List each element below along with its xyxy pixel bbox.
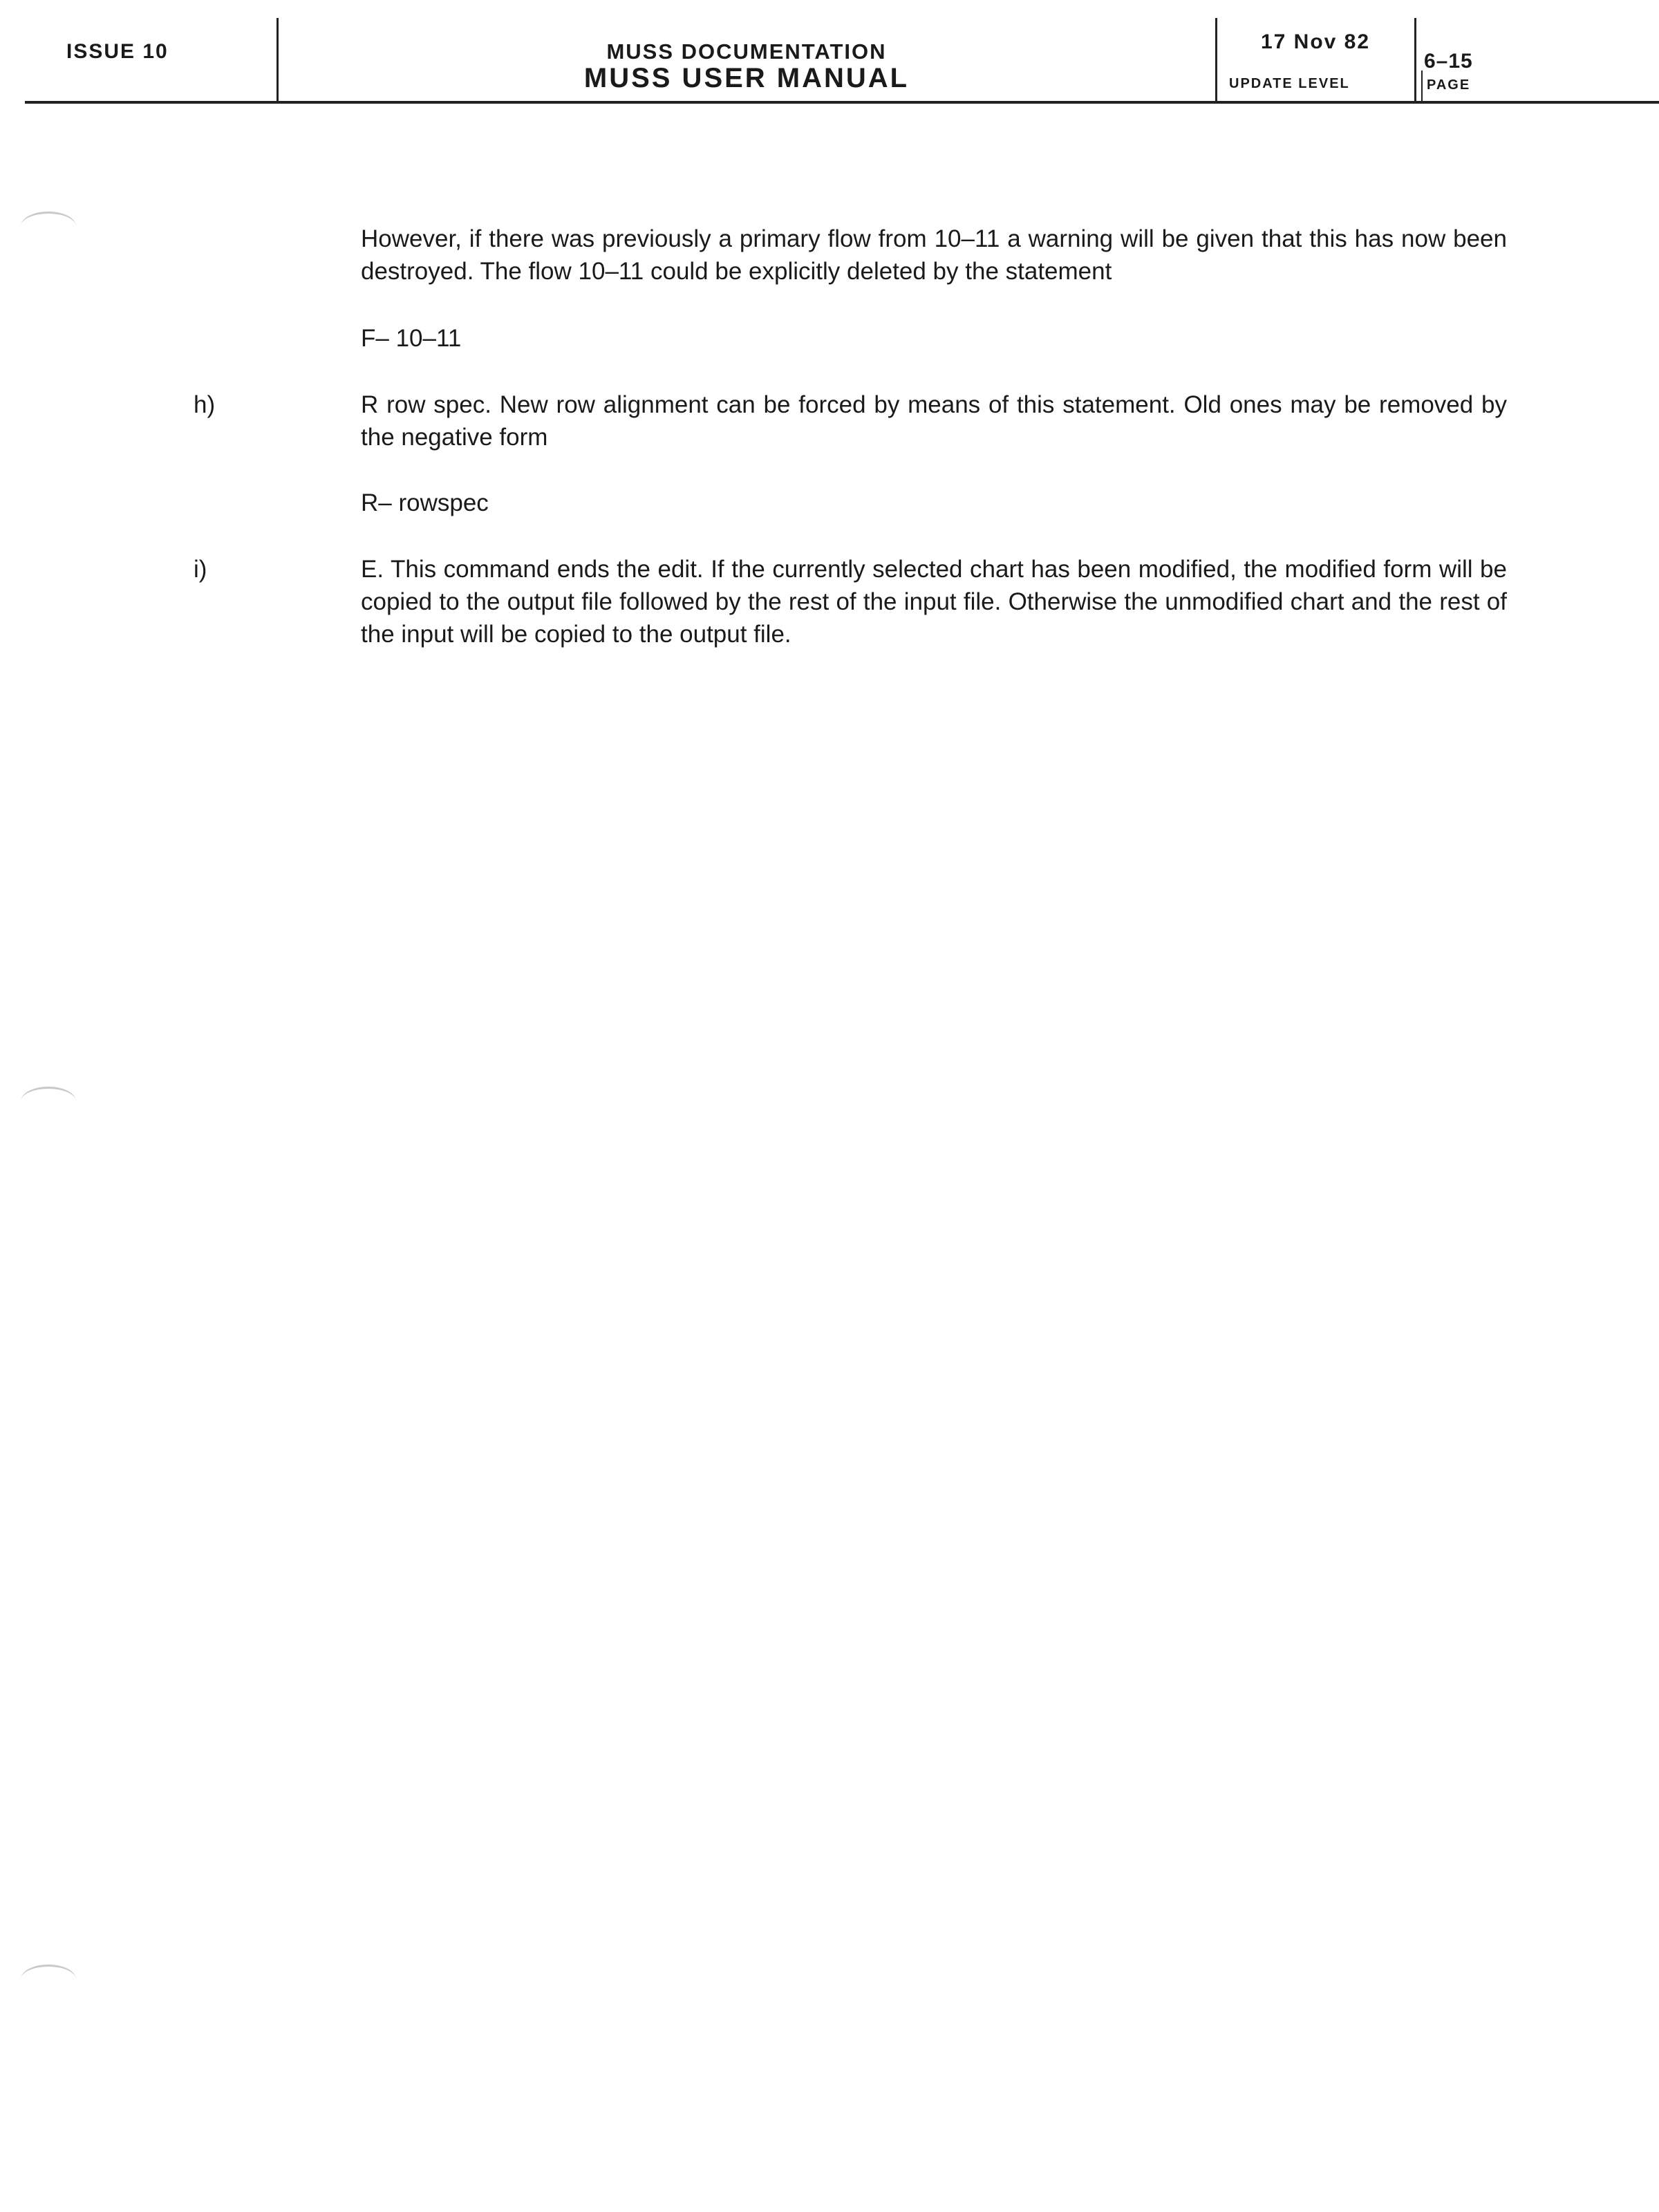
update-level-label: UPDATE LEVEL — [1229, 76, 1350, 91]
binder-hole-mark — [21, 1965, 76, 1994]
header-divider-3 — [1414, 18, 1416, 102]
binder-hole-mark — [21, 212, 76, 241]
doc-title: MUSS DOCUMENTATION — [606, 39, 887, 64]
header-title-block — [279, 40, 1214, 93]
item-h-marker: h) — [194, 391, 216, 418]
item-i-text: E. This command ends the edit. If the currently selected chart has been modified, the modified form will be copied to the output file followed by the rest of the input file. Otherwise the unmodified chart and the rest of the input will be copied to the output file. — [361, 556, 1507, 648]
header-rule — [25, 101, 1659, 104]
page-number: 6–15 — [1424, 50, 1473, 73]
binder-hole-mark — [21, 1087, 76, 1116]
header-divider-4 — [1421, 71, 1423, 102]
update-date: 17 Nov 82 — [1260, 30, 1371, 53]
page-label: PAGE — [1427, 77, 1471, 93]
rowspec-statement: R– rowspec — [361, 489, 489, 516]
flow-delete-statement: F– 10–11 — [361, 325, 462, 352]
item-i-marker: i) — [194, 556, 207, 583]
manual-title: MUSS USER MANUAL — [583, 63, 910, 93]
issue-label: ISSUE 10 — [66, 40, 169, 63]
intro-paragraph: However, if there was previously a primary flow from 10–11 a warning will be given that this has now been destroyed. The flow 10–11 could be explicitly deleted by the statement — [361, 225, 1507, 285]
item-h-text: R row spec. New row alignment can be forced by means of this statement. Old ones may be removed by the negative form — [361, 391, 1507, 451]
header-divider-1 — [276, 18, 279, 102]
